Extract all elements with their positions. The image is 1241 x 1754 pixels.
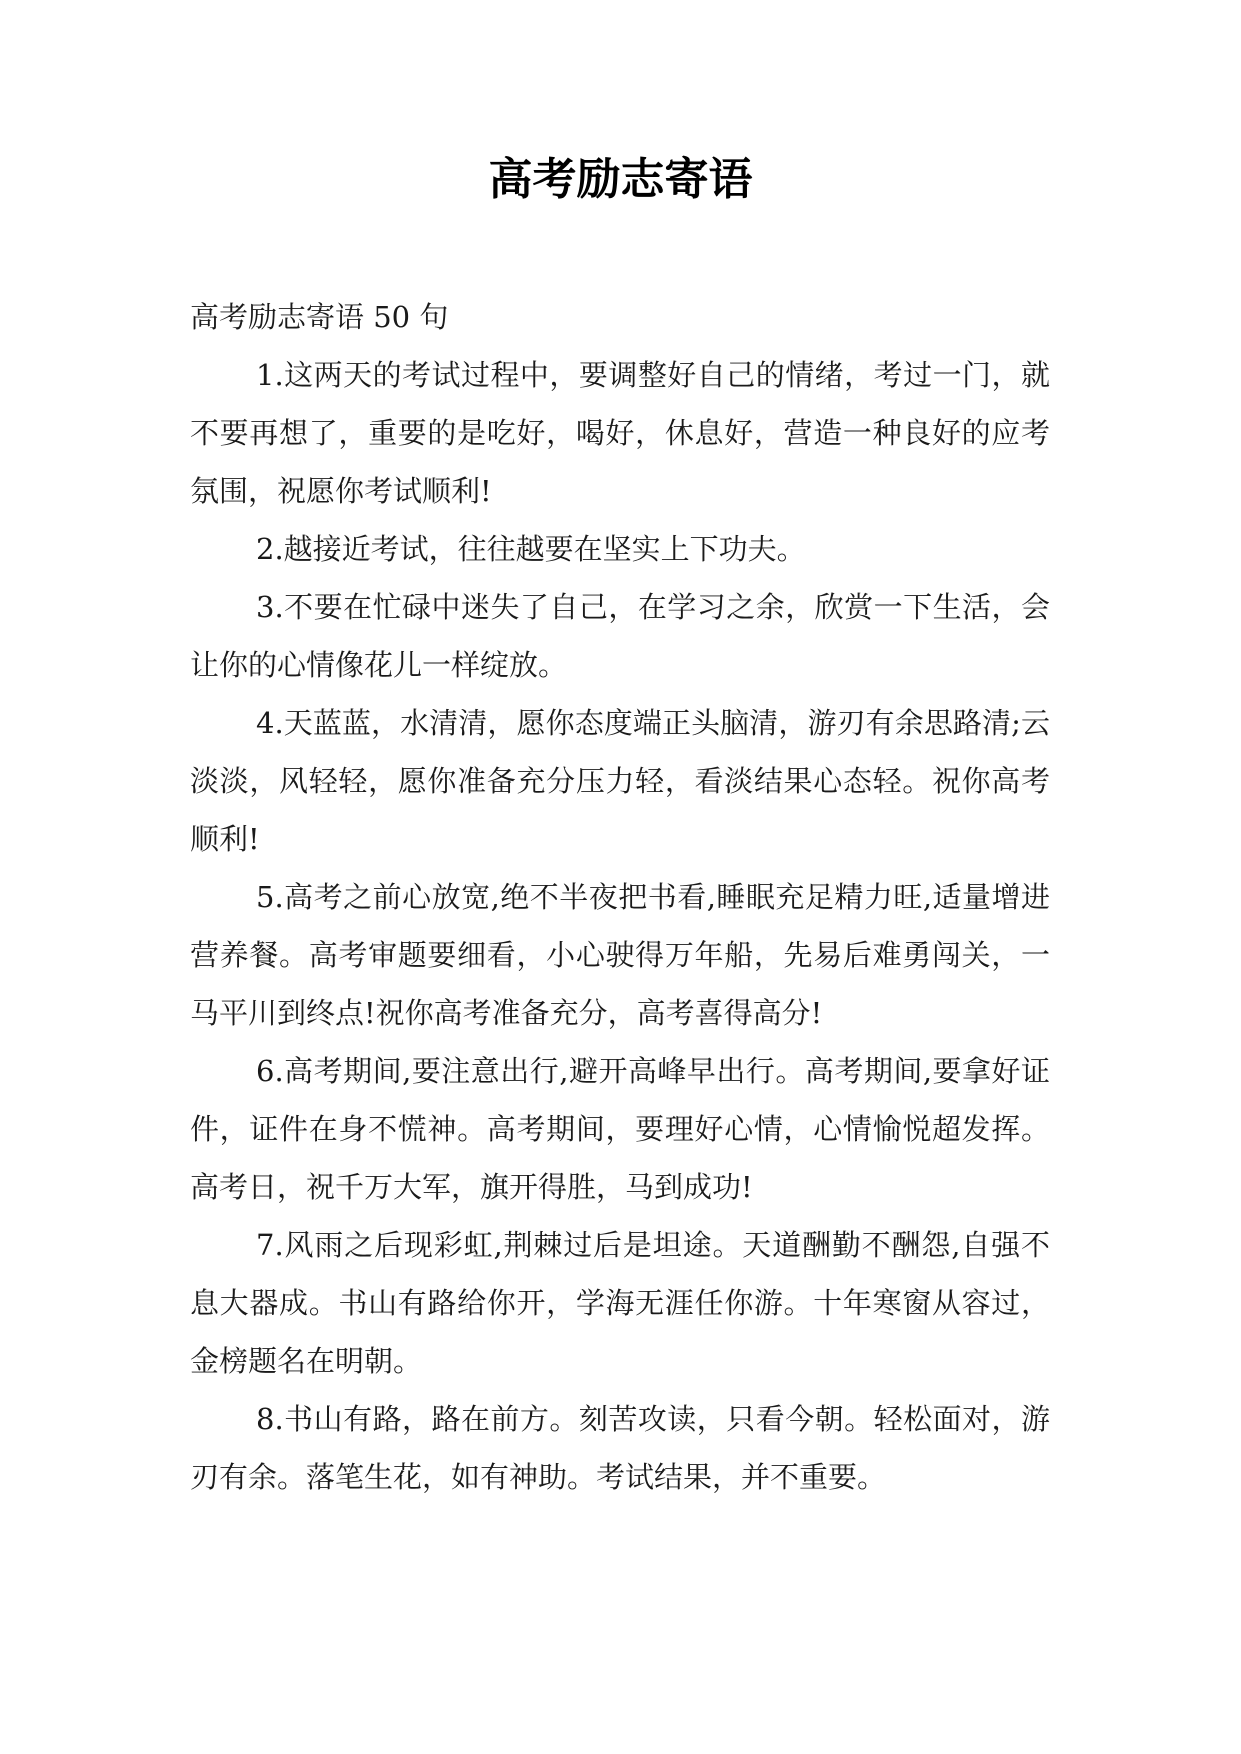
paragraph-7: 7.风雨之后现彩虹,荆棘过后是坦途。天道酬勤不酬怨,自强不息大器成。书山有路给你开，学海无涯任你游。十年寒窗从容过，金榜题名在明朝。 (190, 1228, 1050, 1378)
document-subtitle: 高考励志寄语 50 句 (190, 300, 449, 334)
paragraph-6: 6.高考期间,要注意出行,避开高峰早出行。高考期间,要拿好证件，证件在身不慌神。高考期间，要理好心情，心情愉悦超发挥。高考日，祝千万大军，旗开得胜，马到成功! (190, 1054, 1050, 1204)
document-title: 高考励志寄语 (488, 154, 753, 205)
paragraph-5: 5.高考之前心放宽,绝不半夜把书看,睡眠充足精力旺,适量增进营养餐。高考审题要细看，小心驶得万年船，先易后难勇闯关，一马平川到终点!祝你高考准备充分，高考喜得高分! (190, 880, 1050, 1030)
document-body (190, 288, 1050, 1506)
paragraph-8: 8.书山有路，路在前方。刻苦攻读，只看今朝。轻松面对，游刃有余。落笔生花，如有神助。考试结果，并不重要。 (190, 1402, 1050, 1494)
paragraph-3: 3.不要在忙碌中迷失了自己，在学习之余，欣赏一下生活，会让你的心情像花儿一样绽放。 (190, 590, 1050, 682)
paragraph-2: 2.越接近考试，往往越要在坚实上下功夫。 (256, 532, 806, 566)
paragraph-1: 1.这两天的考试过程中，要调整好自己的情绪，考过一门，就不要再想了，重要的是吃好，喝好，休息好，营造一种良好的应考氛围，祝愿你考试顺利! (190, 358, 1050, 508)
paragraph-4: 4.天蓝蓝，水清清，愿你态度端正头脑清，游刃有余思路清;云淡淡，风轻轻，愿你准备充分压力轻，看淡结果心态轻。祝你高考顺利! (190, 706, 1050, 856)
